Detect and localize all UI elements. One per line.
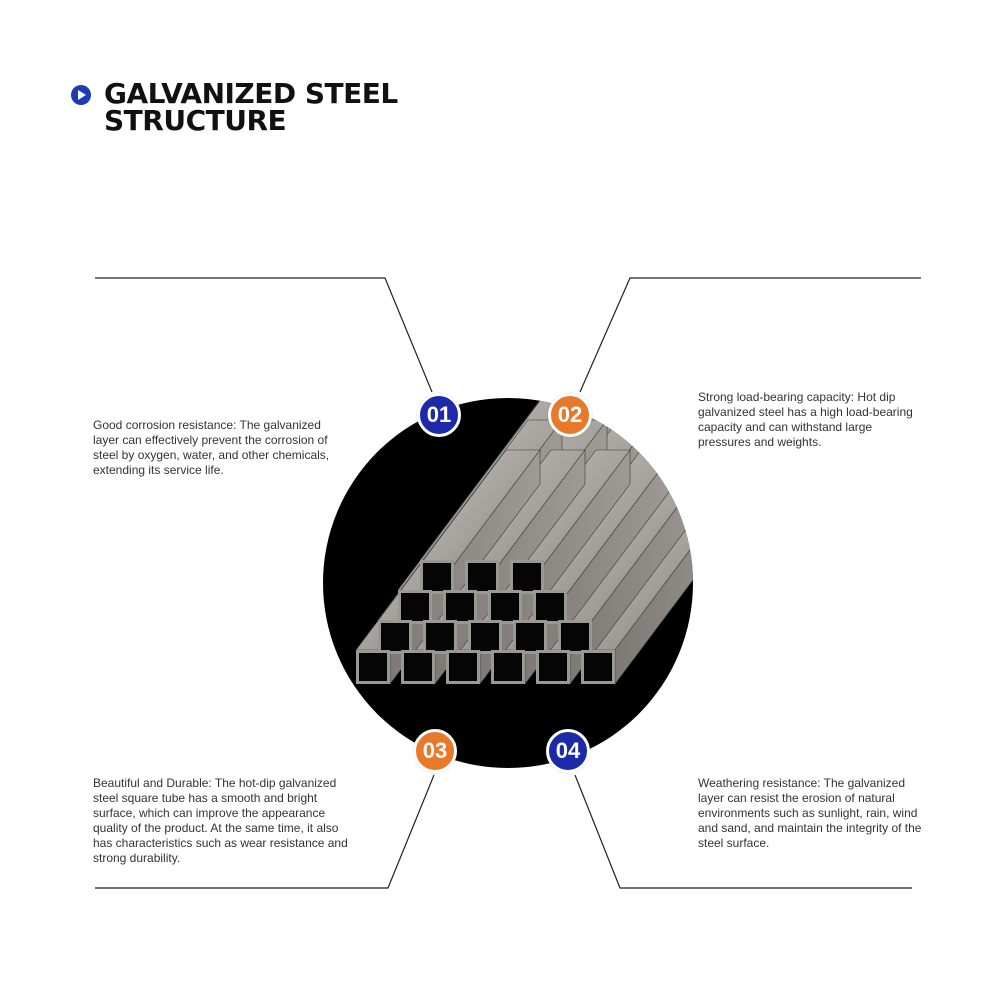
tube-opening [494, 653, 522, 681]
tube-opening [381, 623, 409, 651]
title-line-2: STRUCTURE [104, 104, 287, 137]
tube-opening [471, 623, 499, 651]
tube-opening [468, 563, 496, 591]
tube-opening [491, 593, 519, 621]
tube-opening [446, 593, 474, 621]
feature-01-text: Good corrosion resistance: The galvanized layer can effectively prevent the corrosion of steel by oxygen, water, and other chemicals, extending its service life. [93, 418, 330, 477]
tube-opening [426, 623, 454, 651]
tube-opening [449, 653, 477, 681]
tube-opening [584, 653, 612, 681]
tube-opening [359, 653, 387, 681]
badge-01: 01 [417, 393, 461, 437]
title-line-1: GALVANIZED STEEL [104, 77, 398, 110]
feature-04-text: Weathering resistance: The galvanized layer can resist the erosion of natural environments such as sunlight, rain, wind and sand, and maintain the integrity of the steel surface. [698, 776, 922, 850]
tube-opening [539, 653, 567, 681]
tube-opening [536, 593, 564, 621]
tube-opening [513, 563, 541, 591]
tube-opening [561, 623, 589, 651]
tube-opening [516, 623, 544, 651]
badge-03: 03 [413, 729, 457, 773]
tube-opening [404, 653, 432, 681]
badge-04: 04 [546, 729, 590, 773]
badge-02: 02 [548, 393, 592, 437]
tube-opening [401, 593, 429, 621]
feature-03-text: Beautiful and Durable: The hot-dip galvanized steel square tube has a smooth and bright surface, which can improve the appearance quality of the product. At the same time, it also has characteristics such as wear resistance and strong durability. [93, 776, 348, 865]
tube-opening [423, 563, 451, 591]
feature-02-text: Strong load-bearing capacity: Hot dip galvanized steel has a high load-bearing capacity and can withstand large pressures and weights. [698, 390, 913, 449]
